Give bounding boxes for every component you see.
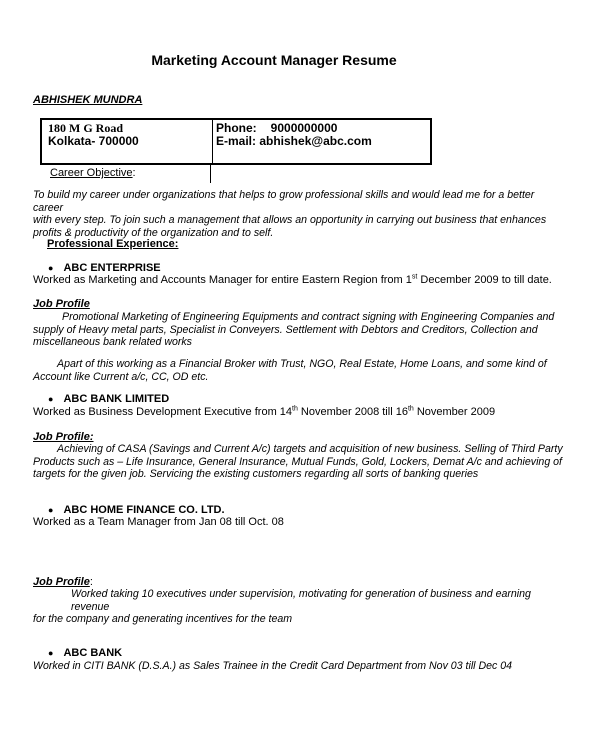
contact-box-divider [212,120,213,163]
professional-experience-heading: Professional Experience: [47,238,179,250]
career-objective-text [33,189,563,239]
job-1-profile-line-1: Promotional Marketing of Engineering Equipments and contract signing with Engineering Companies and [62,311,555,323]
job-2-profile-text [33,443,563,481]
phone-label: Phone: [216,121,257,135]
job-1-extra-text [33,358,563,383]
candidate-name: ABHISHEK MUNDRA [33,94,143,106]
address-line-1: 180 M G Road [48,121,123,135]
job-1-profile-line-2: supply of Heavy metal parts, Specialist in Conveyers. Settlement with Debtors and Creditors, Collection and [33,323,538,336]
job-3-profile-line-1: Worked taking 10 executives under supervision, motivating for generation of business and earning revenue [71,588,531,613]
job-1-extra-line-2: Account like Current a/c, CC, OD etc. [33,370,209,383]
job-3-profile-heading: Job Profile: [33,576,93,588]
job-1-profile-line-3: miscellaneous bank related works [33,336,192,348]
job-3-profile-text [33,588,563,626]
career-line-1: To build my career under organizations that helps to grow professional skills and would lead me for a better career [33,189,535,214]
job-1-worked: Worked as Marketing and Accounts Manager for entire Eastern Region from 1st December 2009 to till date. [33,273,552,286]
job-2-profile-heading: Job Profile: [33,431,94,443]
page-title: Marketing Account Manager Resume [151,52,397,68]
job-3-profile-line-2: for the company and generating incentives for the team [33,613,293,625]
job-1-extra-line-1: Apart of this working as a Financial Broker with Trust, NGO, Real Estate, Home Loans, and some kind of [57,358,547,370]
bullet-icon: ● [48,394,54,404]
email-row: E-mail: abhishek@abc.com [216,134,372,148]
career-line-2: with every step. To join such a management that allows an opportunity in carrying out business that enhances [33,214,547,226]
bullet-icon: ● [48,263,54,273]
career-line-3: profits & productivity of the organization and to self. [33,226,274,239]
job-2-profile-line-1: Achieving of CASA (Savings and Current A/c) targets and acquisition of new business. Selling of Third Party [57,443,563,455]
job-1-profile-text [33,311,563,349]
job-3-worked: Worked as a Team Manager from Jan 08 till Oct. 08 [33,516,284,528]
bullet-icon: ● [48,505,54,515]
job-2-profile-line-2: Products such as – Life Insurance, General Insurance, Mutual Funds, Gold, Lockers, Demat A/c and achieving of [33,455,562,468]
company-abc-bank: ● ABC BANK [48,647,123,659]
job-4-worked: Worked in CITI BANK (D.S.A.) as Sales Trainee in the Credit Card Department from Nov 03 till Dec 04 [33,660,513,672]
company-abc-bank-limited: ● ABC BANK LIMITED [48,393,170,405]
job-2-profile-line-3: targets for the given job. Servicing the existing customers regarding all sorts of banking queries [33,468,479,480]
job-1-profile-heading: Job Profile [33,298,90,310]
company-abc-enterprise: ● ABC ENTERPRISE [48,262,161,274]
address-line-2: Kolkata- 700000 [48,134,139,148]
career-objective-divider [210,165,211,183]
job-2-worked: Worked as Business Development Executive from 14th November 2008 till 16th November 2009 [33,405,496,418]
career-objective-heading: Career Objective: [50,167,136,179]
company-abc-home-finance: ● ABC HOME FINANCE CO. LTD. [48,504,225,516]
bullet-icon: ● [48,648,54,658]
phone-number: 9000000000 [270,121,338,135]
phone-row [216,121,337,135]
